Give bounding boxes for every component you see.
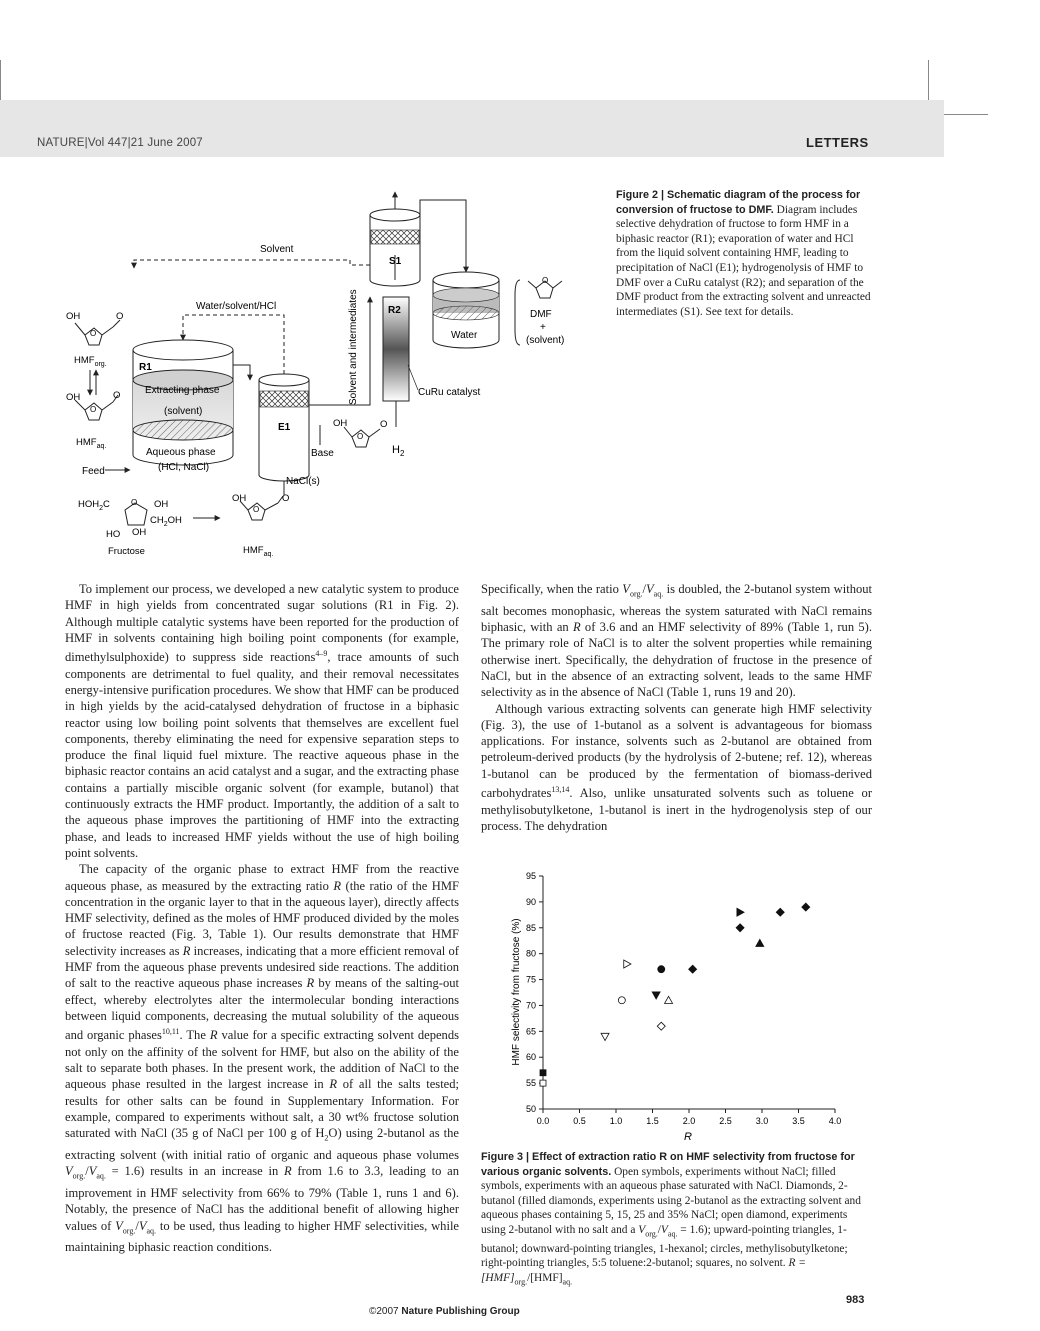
svg-text:O: O bbox=[116, 311, 124, 322]
svg-text:O: O bbox=[253, 505, 260, 514]
data-point-triangle-down bbox=[601, 1033, 609, 1040]
aqueous-phase-label: Aqueous phase bbox=[146, 447, 216, 458]
hoh2c-label: $HOH_2C$ bbox=[78, 499, 110, 512]
x-tick-label: 2.0 bbox=[682, 1116, 696, 1126]
svg-text:OH: OH bbox=[66, 392, 81, 403]
solvent-flow-label: Solvent bbox=[260, 244, 294, 255]
figure-3-caption-text: Open symbols, experiments without NaCl; filled symbols, experiments with an aqueous phase saturated with NaCl. Diamonds, 2-butanol (filled diamonds, experiments using 2-butanol as the extracting solvent and aqueous phases containing 5, 15, 25 and 35% NaCl; open diamond, experiments using 2-butanol with no salt and a bbox=[481, 1165, 861, 1236]
data-point-triangle-right bbox=[737, 908, 744, 916]
chart-axes bbox=[526, 871, 841, 1126]
cu-ru-catalyst-label: CuRu catalyst bbox=[418, 387, 481, 398]
data-point-diamond bbox=[736, 924, 744, 932]
solvent-intermediates-label: Solvent and intermediates bbox=[348, 289, 359, 405]
e1-label: E1 bbox=[278, 422, 291, 433]
data-point-diamond bbox=[657, 1022, 665, 1030]
running-header: NATURE|Vol 447|21 June 2007 bbox=[37, 137, 203, 149]
figure-3-chart bbox=[505, 866, 855, 1148]
y-tick-label: 80 bbox=[525, 948, 536, 959]
svg-text:O: O bbox=[90, 329, 97, 338]
paragraph: The capacity of the organic phase to extract HMF from the reactive aqueous phase, as measured by the extracting ratio R (the ratio of the HMF concentration in the organic layer to that in the aqueous layer), directly affects HMF selectivity, defined as the moles of HMF produced divided by the moles of fructose reacted (Fig. 3, Table 1). Our results demonstrate that HMF selectivity increases as R increases, indicating that a more efficient removal of HMF from the aqueous phase prevents undesired side reactions. The addition of salt to the reactive aqueous phase increases R by means of the salting-out effect, whereby electrolytes alter the intermolecular bonding interactions between liquid components, decreasing the mutual solubility of the aqueous and organic phases$^{10,11}$. The R value for a specific extracting solvent depends not only on the affinity of the solvent for HMF, but also on the ability of the salt to separate both phases. In the present work, the addition of NaCl to the aqueous phase resulted in the largest increase in R of all the salts tested; results for other salts can be found in Supplementary Information. For example, compared to experiments without salt, a 30 wt% fructose solution saturated with NaCl (35 g of NaCl per 100 g of $H_2O$) using 2-butanol as the extracting solvent (with initial ratio of organic and aqueous phase volumes $V_{org.}/V_{aq.} = 1.6$) results in an increase in R from 1.6 to 3.3, leading to an improvement in HMF selectivity from 66% to 79% (Table 1, runs 1 and 6). Notably, the presence of NaCl has the additional benefit of allowing higher values of $V_{org.}/V_{aq.}$ to be used, thus leading to higher HMF selectivities, while maintaining biphasic reaction conditions. bbox=[65, 862, 460, 1255]
chart-marks bbox=[540, 903, 810, 1086]
r2-label: R2 bbox=[388, 305, 401, 316]
svg-text:O: O bbox=[542, 276, 549, 285]
fructose-label: Fructose bbox=[108, 546, 145, 557]
data-point-triangle-down bbox=[652, 992, 660, 999]
figure-2-caption bbox=[616, 188, 872, 319]
svg-text:OH: OH bbox=[154, 499, 169, 510]
x-tick-label: 2.5 bbox=[719, 1116, 732, 1126]
hmf-org-label: $HMF_{org.}$ bbox=[74, 355, 107, 368]
x-tick-label: 0.0 bbox=[536, 1116, 550, 1126]
section-title: LETTERS bbox=[806, 135, 869, 150]
nacl-solid-label: NaCl(s) bbox=[286, 476, 320, 487]
data-point-diamond bbox=[689, 965, 697, 973]
x-tick-label: 0.5 bbox=[573, 1116, 586, 1126]
water-wash-vessel bbox=[433, 272, 499, 348]
dmf-label: DMF bbox=[530, 309, 552, 320]
x-tick-label: 3.5 bbox=[792, 1116, 805, 1126]
feed-label: Feed bbox=[82, 466, 105, 477]
body-column-right bbox=[481, 581, 872, 834]
hmf-org-molecule bbox=[66, 311, 123, 368]
data-point-circle bbox=[618, 997, 625, 1004]
hmf-aq-product-label: $HMF_{aq.}$ bbox=[243, 545, 274, 558]
x-tick-label: 1.0 bbox=[609, 1116, 623, 1126]
evaporator-e1 bbox=[259, 374, 309, 481]
crop-mark bbox=[928, 60, 929, 105]
svg-text:O: O bbox=[131, 498, 138, 507]
paragraph: Although various extracting solvents can generate high HMF selectivity (Fig. 3), the use of 1-butanol as a solvent is advantageous for biomass applications. For instance, solvents such as 2-butanol are obtained from petroleum-derived products (by the hydrolysis of 2-butene; ref. 12), whereas 1-butanol can be produced by the fermentation of biomass-derived carbohydrates$^{13,14}$. Also, unlike unsaturated solvents such as toluene or methylisobutylketone, 1-butanol is inert in the hydrogenolysis step of our process. The dehydration bbox=[481, 701, 872, 833]
data-point-diamond bbox=[802, 903, 810, 911]
extracting-phase-label: Extracting phase bbox=[145, 385, 220, 396]
x-axis-label: R bbox=[684, 1131, 692, 1143]
fructose-molecule bbox=[78, 498, 182, 557]
solvent-paren-label: (solvent) bbox=[164, 406, 203, 417]
s1-label: S1 bbox=[389, 256, 402, 267]
ch2oh-label: $CH_2OH$ bbox=[150, 515, 182, 528]
water-solvent-hcl-label: Water/solvent/HCl bbox=[196, 301, 277, 312]
dmf-molecule bbox=[528, 276, 562, 298]
base-label: Base bbox=[311, 448, 334, 459]
journal-name: NATURE bbox=[37, 137, 85, 149]
hmf-feed-r2-molecule bbox=[333, 418, 387, 447]
svg-text:OH: OH bbox=[333, 418, 348, 429]
hmf-product-molecule bbox=[232, 493, 289, 558]
paragraph: To implement our process, we developed a new catalytic system to produce HMF in high yields from concentrated sugar solutions (R1 in Fig. 2). Although multiple catalytic systems have been reported for the production of HMF in solvents containing high boiling point components (for example, dimethylsulphoxide) to suppress side reactions$^{4-9}$, trace amounts of such components are detrimental to fuel quality, and their removal necessitates energy-intensive purification procedures. We show that HMF can be produced in high yields by the acid-catalysed dehydration of fructose in a biphasic reactor using low boiling point solvents that themselves are excellent fuel components, thereby eliminating the need for expensive separation steps to produce the final liquid fuel mixture. The reactive aqueous phase in the biphasic reactor contains an acid catalyst and a sugar, and the extracting phase contains a partially miscible organic solvent (for example, butanol) that continuously extracts the HMF product. Importantly, the addition of a salt to the aqueous phase improves the partitioning of HMF into the extracting phase, and leads to increased HMF yields without the use of high boiling point solvents. bbox=[65, 582, 459, 860]
water-label: Water bbox=[451, 330, 478, 341]
svg-text:HO: HO bbox=[106, 529, 121, 540]
y-tick-label: 65 bbox=[525, 1026, 536, 1037]
data-point-triangle-up bbox=[756, 939, 764, 946]
copyright-footer: ©2007 Nature Publishing Group bbox=[369, 1306, 520, 1317]
paragraph: Specifically, when the ratio $V_{org.}/V_{aq.}$ is doubled, the 2-butanol system without salt becomes monophasic, whereas the system saturated with NaCl remains biphasic, with an R of 3.6 and an HMF selectivity of 89% (Table 1, run 5). The primary role of NaCl is to alter the solvent properties while remaining otherwise inert. Specifically, the dehydration of fructose in the presence of NaCl, but in the absence of an extracting solvent, leads to the same HMF selectivity as in the absence of NaCl (Table 1, runs 19 and 20). bbox=[481, 582, 873, 700]
svg-text:O: O bbox=[113, 390, 121, 401]
page-number: 983 bbox=[846, 1294, 865, 1306]
reactor-r1 bbox=[133, 340, 233, 473]
r1-label: R1 bbox=[139, 362, 152, 373]
svg-text:O: O bbox=[90, 405, 97, 414]
data-point-square bbox=[540, 1080, 546, 1086]
y-axis-label: HMF selectivity from fructose (%) bbox=[511, 918, 522, 1066]
svg-text:OH: OH bbox=[232, 493, 247, 504]
data-point-triangle-up bbox=[665, 996, 673, 1003]
svg-text:O: O bbox=[357, 432, 364, 441]
svg-text:OH: OH bbox=[132, 527, 147, 538]
y-tick-label: 50 bbox=[525, 1104, 536, 1114]
solvent-output-label: (solvent) bbox=[526, 335, 565, 346]
volume: Vol 447 bbox=[87, 137, 128, 149]
data-point-triangle-right bbox=[624, 960, 631, 968]
crop-mark bbox=[0, 60, 1, 105]
figure-3-caption-title: Figure 3 | Effect of extraction ratio R on HMF selectivity from fructose for various organic solvents. bbox=[481, 1151, 855, 1178]
x-tick-label: 3.0 bbox=[755, 1116, 769, 1126]
x-tick-label: 4.0 bbox=[828, 1116, 842, 1126]
data-point-circle bbox=[658, 966, 665, 973]
figure-2-schematic bbox=[50, 185, 610, 565]
y-tick-label: 60 bbox=[525, 1052, 536, 1063]
h2-label: $H_2$ bbox=[392, 444, 405, 458]
y-tick-label: 70 bbox=[525, 1000, 536, 1011]
figure-3-caption: Figure 3 | Effect of extraction ratio R on HMF selectivity from fructose for various organic solvents. Open symbols, experiments without NaCl; filled symbols, experiments with an aqueous phase saturated with NaCl. Diamonds, 2-butanol (filled diamonds, experiments using 2-butanol as the extracting solvent and aqueous phases containing 5, 15, 25 and 35% NaCl; open diamond, experiments using 2-butanol with no salt and a $V_{org.}/V_{aq.} = 1.6$); upward-pointing triangles, 1-butanol; downward-pointing triangles, 1-hexanol; circles, methylisobutylketone; right-pointing triangles, 5:5 toluene:2-butanol; squares, no solvent. $R = [HMF]_{org.}/[HMF]_{aq.}$ bbox=[481, 1151, 861, 1287]
hmf-aq-label: $HMF_{aq.}$ bbox=[76, 437, 107, 450]
hcl-nacl-label: (HCl, NaCl) bbox=[158, 462, 210, 473]
y-tick-label: 90 bbox=[525, 896, 536, 907]
plus-label: + bbox=[540, 322, 546, 333]
figure-2-caption-text: Diagram includes selective dehydration of fructose to form HMF in a biphasic reactor (R1); evaporation of water and HCl from the liquid solvent containing HMF, leading to precipitation of NaCl (E1); hydrogenolysis of HMF to DMF over a CuRu catalyst (R2); and separation of the DMF product from the extracting solvent and unreacted intermediates (S1). See text for details. bbox=[616, 203, 871, 318]
data-point-diamond bbox=[776, 908, 784, 916]
data-point-square bbox=[540, 1070, 546, 1076]
body-column-left bbox=[65, 581, 459, 1256]
figure-2-caption-title: Figure 2 | Schematic diagram of the process for conversion of fructose to DMF. bbox=[616, 189, 861, 216]
y-tick-label: 55 bbox=[525, 1078, 536, 1089]
y-tick-label: 95 bbox=[525, 871, 536, 881]
svg-text:O: O bbox=[282, 493, 290, 504]
crop-mark bbox=[944, 114, 988, 115]
y-tick-label: 75 bbox=[525, 974, 536, 985]
svg-text:O: O bbox=[380, 419, 388, 430]
x-tick-label: 1.5 bbox=[646, 1116, 659, 1126]
issue-date: 21 June 2007 bbox=[130, 137, 203, 149]
hmf-aq-molecule bbox=[66, 390, 120, 450]
svg-text:OH: OH bbox=[66, 311, 81, 322]
y-tick-label: 85 bbox=[525, 922, 536, 933]
